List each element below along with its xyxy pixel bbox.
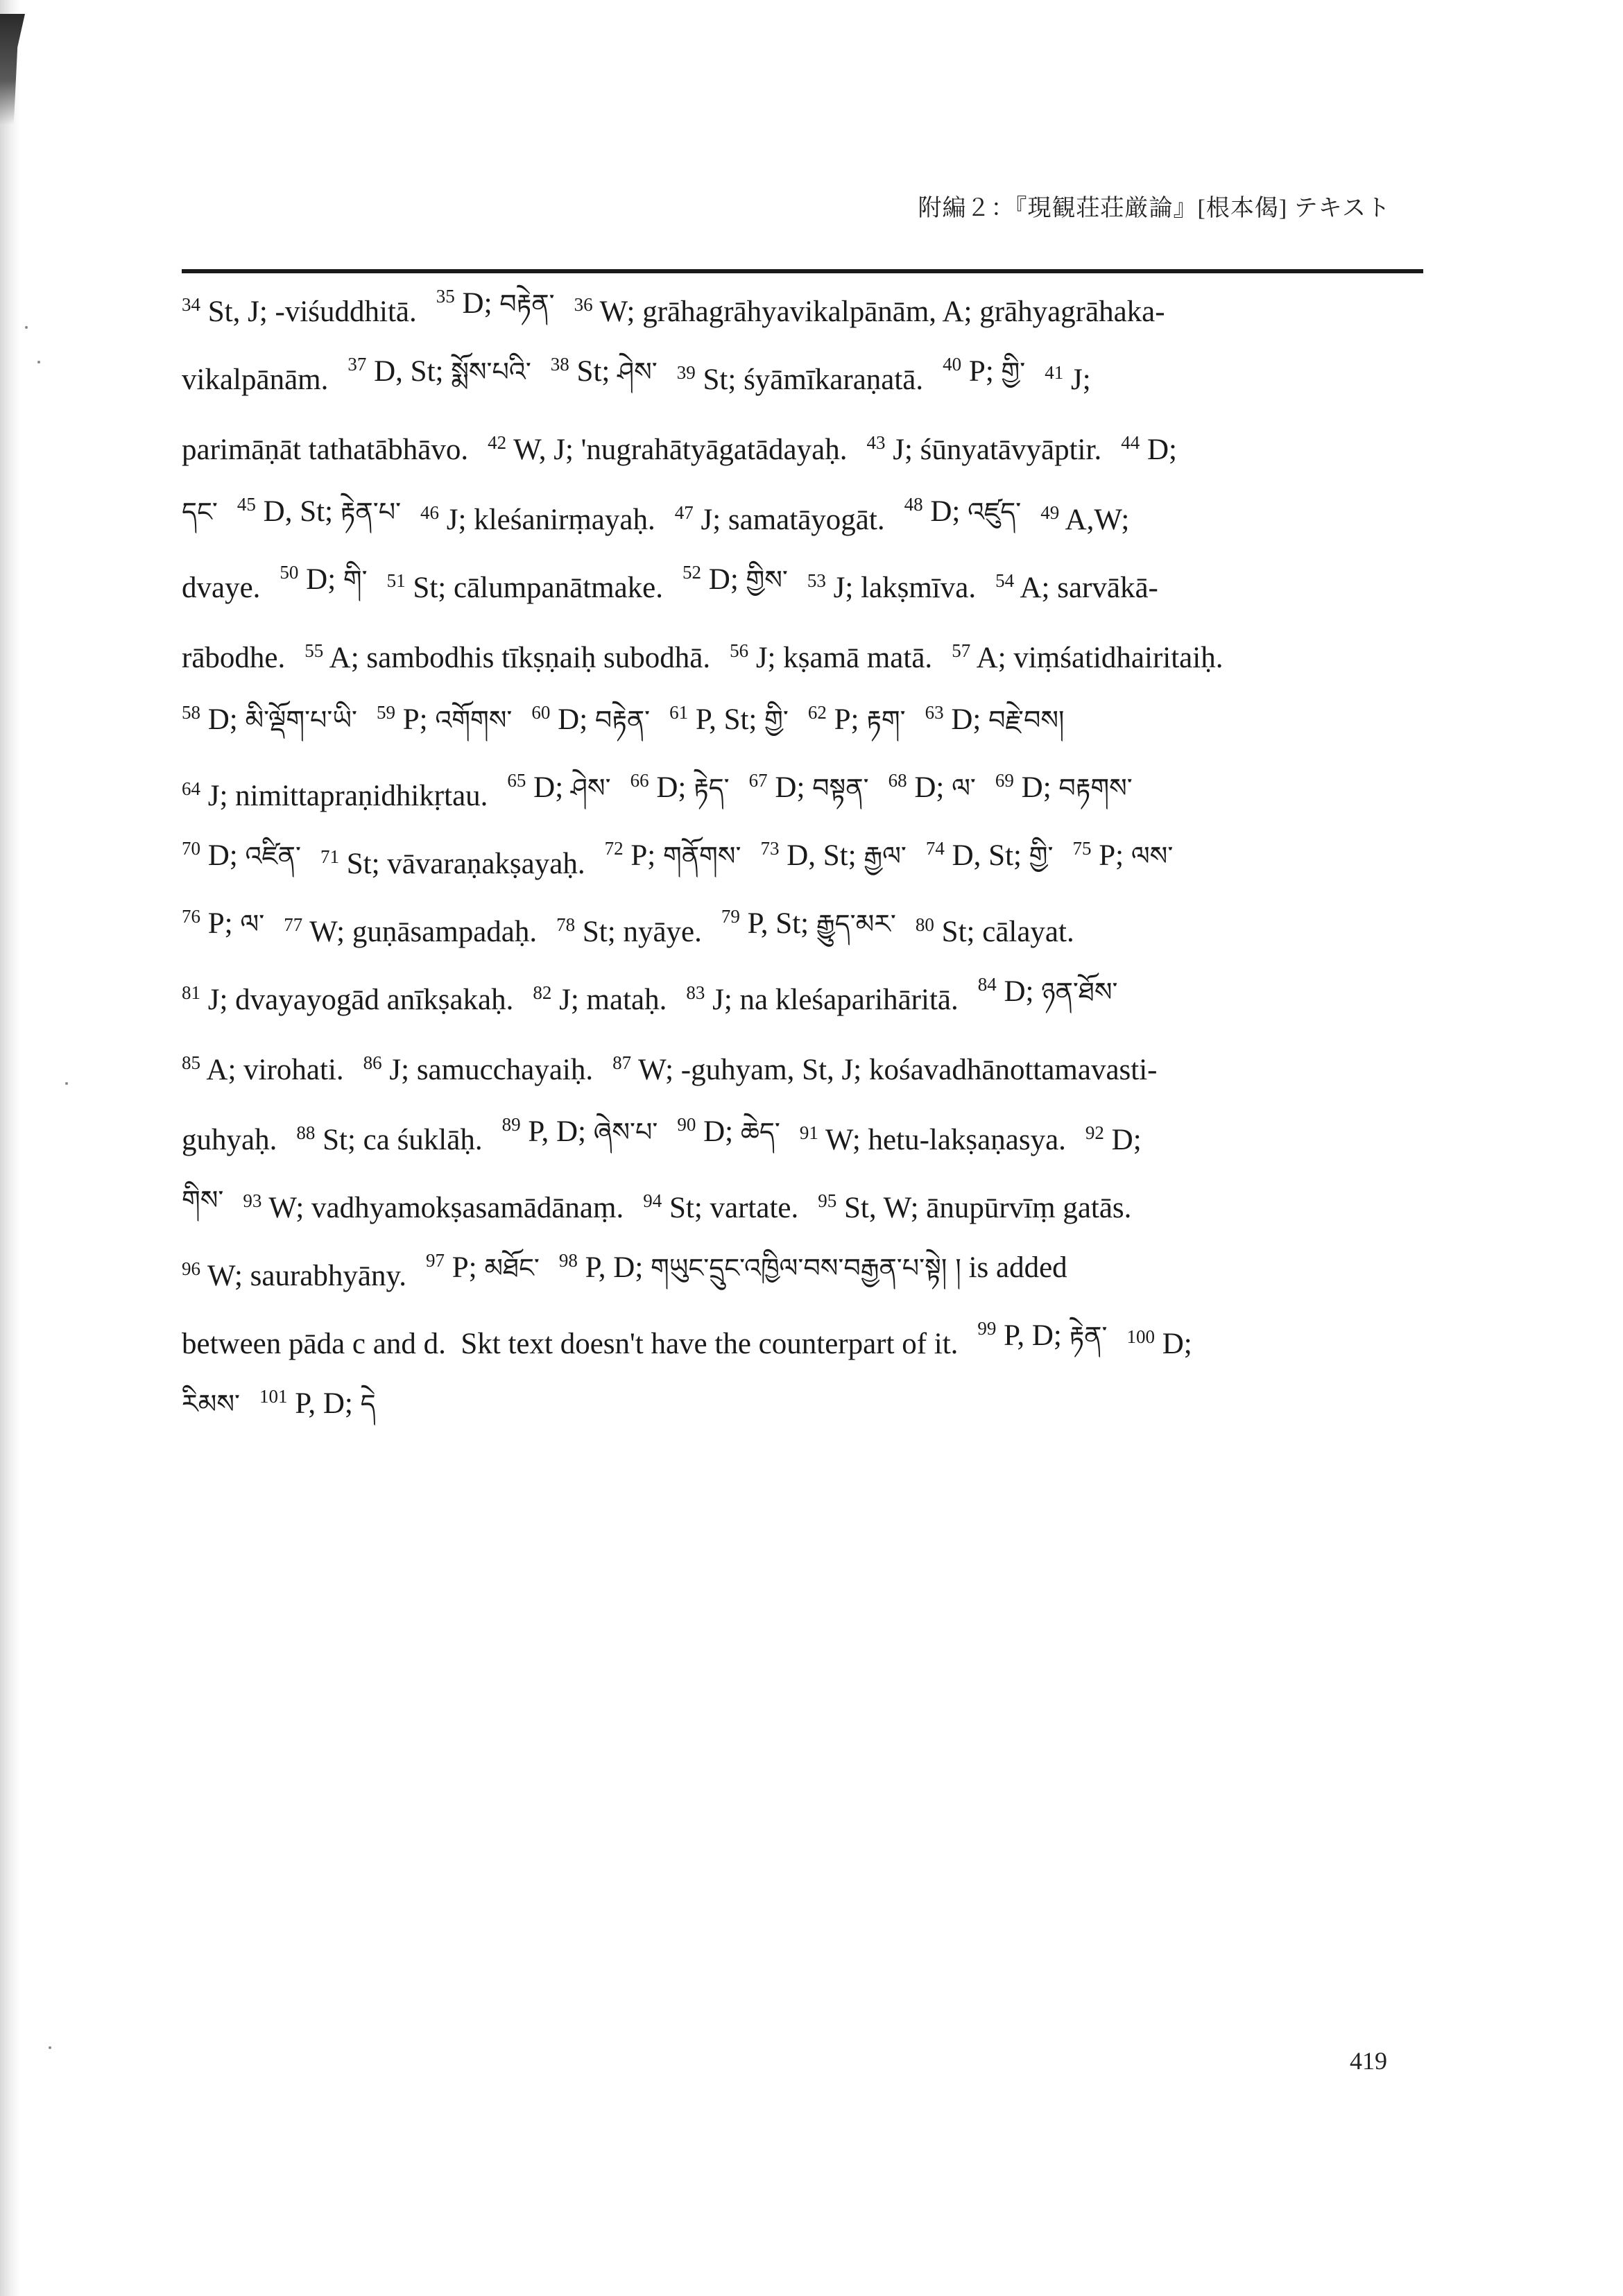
footnote-number: 81: [182, 982, 200, 1003]
tibetan-reading: མཐོང་: [484, 1252, 540, 1283]
variant-reading: J; samucchayaiḥ.: [389, 1053, 594, 1086]
tibetan-reading: མི་ལྡོག་པ་ཡི་: [245, 704, 357, 735]
footnote-entry: [363, 1053, 594, 1087]
variant-note: is added: [961, 1251, 1067, 1284]
footnote-number: 35: [436, 285, 455, 307]
footnote-entry: [182, 571, 260, 605]
variant-reading: J; śūnyatāvyāptir.: [893, 433, 1102, 466]
footnote-block: [182, 277, 1409, 1446]
tibetan-reading: རྟེན་: [1069, 1320, 1108, 1351]
tibetan-reading: ཆེད་: [740, 1116, 780, 1147]
tibetan-reading: བསྟན་: [812, 772, 869, 803]
footnote-number: 99: [977, 1317, 997, 1339]
footnote-entry: [952, 641, 1223, 675]
footnote-entry: [182, 433, 468, 467]
footnote-entry: [531, 691, 650, 765]
footnote-number: 36: [574, 293, 593, 315]
variant-reading: D;: [207, 839, 246, 872]
footnote-number: 88: [296, 1122, 316, 1143]
tibetan-reading: ཉན་ཐོས་: [1041, 976, 1118, 1007]
footnote-line: [182, 1378, 1409, 1446]
footnote-number: 90: [677, 1113, 696, 1135]
footnote-number: 94: [643, 1190, 662, 1211]
footnote-number: 93: [243, 1190, 262, 1211]
tibetan-reading: ལ་: [952, 772, 976, 803]
footnote-entry: [888, 759, 976, 833]
footnote-line: [182, 413, 1409, 486]
footnote-line: [182, 345, 1409, 413]
variant-reading: J; dvayayogād anīkṣakaḥ.: [207, 983, 514, 1016]
footnote-entry: [182, 827, 301, 901]
footnote-entry: [284, 915, 537, 949]
footnote-entry: [182, 1053, 344, 1087]
footnote-number: 69: [995, 769, 1014, 791]
tibetan-reading: རྒྱལ་: [864, 840, 907, 871]
tibetan-reading: དེ: [360, 1388, 376, 1419]
footnote-entry: [807, 571, 976, 605]
footnote-number: 95: [818, 1190, 837, 1211]
footnote-line: [182, 622, 1409, 694]
tibetan-reading: གི་: [343, 564, 368, 595]
footnote-entry: [675, 503, 885, 537]
variant-reading: J; kleśanirṃayaḥ.: [446, 503, 655, 536]
footnote-number: 78: [556, 914, 576, 935]
variant-reading: P;: [630, 839, 663, 872]
footnote-number: 70: [182, 837, 200, 859]
footnote-line: [182, 1106, 1409, 1174]
variant-reading: D, St;: [263, 495, 341, 528]
variant-reading: D;: [1111, 1123, 1142, 1156]
footnote-number: 91: [799, 1122, 818, 1143]
variant-reading: P;: [402, 703, 436, 736]
footnote-line: [182, 486, 1409, 554]
footnote-number: 64: [182, 778, 200, 799]
footnote-entry: [605, 827, 741, 901]
footnote-entry: [182, 1259, 406, 1293]
footnote-entry: [304, 641, 710, 675]
variant-reading: D;: [703, 1115, 741, 1148]
footnote-entry: [730, 641, 932, 675]
footnote-number: 60: [531, 701, 551, 723]
footnote-entry: [296, 1123, 482, 1157]
footnote-number: 68: [888, 769, 907, 791]
footnote-number: 46: [420, 502, 440, 523]
footnote-line: [182, 966, 1409, 1034]
footnote-entry: [677, 1103, 780, 1177]
tibetan-reading: རྟེན་པ་: [340, 496, 402, 527]
footnote-entry: [182, 895, 264, 969]
footnote-entry: [377, 691, 512, 765]
footnote-number: 79: [721, 905, 740, 927]
footnote-entry: [1121, 433, 1177, 467]
footnote-number: 39: [676, 361, 696, 383]
running-head: 附編２：『現観荘荘厳論』[根本偈] テキスト: [918, 196, 1391, 221]
footnote-number: 45: [237, 493, 256, 515]
variant-reading: D;: [558, 703, 595, 736]
footnote-number: 72: [604, 837, 624, 859]
variant-reading: rābodhe.: [182, 641, 286, 674]
variant-reading: P;: [968, 354, 1002, 388]
variant-reading: D;: [207, 703, 246, 736]
tibetan-reading: འཛུད་: [968, 496, 1022, 527]
tibetan-reading: འཛིན་: [245, 840, 301, 871]
footnote-number: 43: [866, 431, 886, 453]
footnote-number: 82: [533, 982, 552, 1003]
variant-reading: P, D;: [295, 1387, 361, 1420]
variant-reading: A; viṃśatidhairitaiḥ.: [976, 641, 1223, 674]
tibetan-reading: ཤེས་: [570, 772, 611, 803]
scan-speck: [49, 2046, 51, 2049]
footnote-entry: [682, 551, 788, 625]
footnote-entry: [1045, 363, 1090, 397]
footnote-number: 75: [1072, 837, 1092, 859]
variant-reading: A; sambodhis tīkṣṇaiḥ subodhā.: [329, 641, 711, 674]
footnote-number: 101: [259, 1385, 288, 1407]
variant-reading: P, D;: [585, 1251, 651, 1284]
footnote-entry: [182, 1123, 277, 1157]
footnote-line: [182, 1242, 1409, 1310]
footnote-number: 84: [977, 973, 997, 995]
footnote-entry: [502, 1103, 658, 1177]
footnote-entry: [1085, 1123, 1142, 1157]
footnote-number: 76: [182, 905, 200, 927]
footnote-entry: [904, 483, 1022, 557]
footnote-line: [182, 1174, 1409, 1242]
variant-reading: D, St;: [374, 354, 452, 388]
tibetan-reading: བརྗེ་བས།: [988, 704, 1065, 735]
footnote-line: [182, 830, 1409, 898]
footnote-entry: [488, 433, 847, 467]
footnote-number: 55: [304, 640, 324, 661]
footnote-entry: [182, 363, 328, 397]
tibetan-reading: གཡུང་དྲུང་འཁྱིལ་བས་བརྒྱན་པ་སྟེ། །: [651, 1252, 961, 1283]
variant-reading: W; hetu-lakṣaṇasya.: [825, 1123, 1066, 1156]
variant-reading: St; cālumpanātmake.: [413, 571, 664, 604]
footnote-entry: [533, 983, 667, 1017]
footnote-number: 67: [748, 769, 768, 791]
footnote-number: 54: [995, 569, 1015, 591]
footnote-number: 97: [425, 1249, 445, 1271]
tibetan-reading: རྟེད་: [694, 772, 730, 803]
scan-edge-shadow: [0, 0, 21, 2296]
footnote-number: 47: [674, 502, 694, 523]
footnote-entry: [182, 691, 357, 765]
tibetan-reading: གནོགས་: [662, 840, 741, 871]
variant-reading: J; kṣamā matā.: [755, 641, 933, 674]
variant-reading: P;: [452, 1251, 485, 1284]
footnote-entry: [420, 503, 655, 537]
variant-reading: J; lakṣmīva.: [833, 571, 977, 604]
variant-reading: W, J; 'nugrahātyāgatādayaḥ.: [513, 433, 848, 466]
footnote-number: 71: [320, 846, 339, 867]
footnote-line: [182, 1034, 1409, 1106]
tibetan-reading: གྱི་: [1029, 840, 1054, 871]
footnote-number: 83: [686, 982, 705, 1003]
variant-reading: J; samatāyogāt.: [701, 503, 885, 536]
variant-reading: guhyaḥ.: [182, 1123, 277, 1156]
footnote-entry: [677, 363, 923, 397]
tibetan-reading: ལ་: [240, 908, 265, 939]
footnote-line: [182, 554, 1409, 622]
footnote-number: 41: [1045, 361, 1064, 383]
footnote-number: 51: [386, 569, 406, 591]
tibetan-reading: བརྟེན་: [499, 288, 555, 319]
footnote-line: [182, 277, 1409, 345]
footnote-entry: [182, 1327, 958, 1361]
tibetan-reading: རྒྱུད་མར་: [816, 908, 896, 939]
footnote-entry: [866, 433, 1101, 467]
footnote-entry: [551, 343, 658, 417]
variant-reading: P, D;: [528, 1115, 594, 1148]
footnote-entry: [1040, 503, 1129, 537]
tibetan-reading: གིས་: [182, 1184, 224, 1215]
footnote-entry: [426, 1239, 540, 1313]
variant-reading: St, W; ānupūrvīṃ gatās.: [844, 1191, 1132, 1224]
variant-reading: D;: [462, 286, 500, 320]
footnote-entry: [760, 827, 906, 901]
variant-reading: St; ca śuklāḥ.: [323, 1123, 483, 1156]
variant-reading: St; cālayat.: [941, 915, 1074, 948]
footnote-number: 65: [507, 769, 526, 791]
variant-reading: P, St;: [695, 703, 765, 736]
variant-reading: D, St;: [787, 839, 864, 872]
footnote-entry: [182, 483, 218, 557]
variant-reading: dvaye.: [182, 571, 261, 604]
variant-reading: D, St;: [952, 839, 1029, 872]
variant-reading: P;: [834, 703, 867, 736]
variant-reading: St, J; -viśuddhitā.: [207, 295, 417, 328]
variant-reading: J; mataḥ.: [559, 983, 667, 1016]
footnote-entry: [978, 963, 1118, 1037]
footnote-entry: [995, 571, 1158, 605]
footnote-entry: [669, 691, 789, 765]
footnote-entry: [347, 343, 531, 417]
footnote-entry: [925, 691, 1065, 765]
variant-reading: A,W;: [1065, 503, 1130, 536]
footnote-number: 42: [488, 431, 507, 453]
variant-reading: between pāda c and d. Skt text doesn't have the counterpart of it.: [182, 1327, 959, 1360]
footnote-number: 87: [612, 1052, 632, 1073]
footnote-number: 100: [1126, 1326, 1155, 1347]
footnote-number: 77: [284, 914, 303, 935]
tibetan-reading: དང་: [182, 496, 218, 527]
tibetan-reading: ཞེས་པ་: [593, 1116, 658, 1147]
footnote-entry: [749, 759, 869, 833]
footnote-entry: [916, 915, 1074, 949]
tibetan-reading: རྟག་: [866, 704, 906, 735]
variant-reading: D;: [1162, 1327, 1192, 1360]
footnote-number: 86: [363, 1052, 382, 1073]
variant-reading: D;: [306, 563, 343, 596]
footnote-entry: [1072, 827, 1173, 901]
variant-reading: A; sarvākā-: [1020, 571, 1158, 604]
footnote-entry: [943, 343, 1025, 417]
variant-reading: St; vartate.: [669, 1191, 799, 1224]
tibetan-reading: གྱི་: [764, 704, 789, 735]
footnote-number: 40: [943, 353, 962, 375]
footnote-entry: [243, 1191, 624, 1225]
footnote-number: 89: [501, 1113, 521, 1135]
variant-reading: J;: [1071, 363, 1091, 396]
variant-reading: D;: [708, 563, 746, 596]
footnote-entry: [237, 483, 401, 557]
variant-reading: W; vadhyamokṣasamādānaṃ.: [268, 1191, 624, 1224]
variant-reading: D;: [775, 771, 813, 804]
footnote-entry: [556, 915, 702, 949]
footnote-number: 74: [925, 837, 945, 859]
variant-reading: St; nyāye.: [582, 915, 702, 948]
variant-reading: P;: [207, 907, 241, 940]
footnote-number: 73: [760, 837, 780, 859]
footnote-number: 80: [915, 914, 934, 935]
variant-reading: P;: [1099, 839, 1131, 872]
footnote-number: 48: [904, 493, 923, 515]
variant-reading: D;: [533, 771, 571, 804]
tibetan-reading: འགོགས་: [435, 704, 513, 735]
footnote-entry: [436, 275, 555, 349]
scan-speck: [65, 1082, 68, 1085]
footnote-entry: [721, 895, 896, 969]
footnote-number: 63: [925, 701, 944, 723]
scan-speck: [37, 361, 40, 363]
variant-reading: J; na kleśaparihāritā.: [712, 983, 959, 1016]
footnote-number: 96: [182, 1258, 200, 1279]
footnote-entry: [630, 759, 730, 833]
variant-reading: vikalpānām.: [182, 363, 329, 396]
footnote-line: [182, 762, 1409, 830]
variant-reading: P, St;: [747, 907, 816, 940]
variant-reading: J; nimittapraṇidhikṛtau.: [207, 779, 488, 812]
binding-shadow: [0, 14, 25, 125]
footnote-number: 50: [280, 561, 299, 583]
footnote-entry: [808, 691, 906, 765]
footnote-entry: [800, 1123, 1066, 1157]
variant-reading: W; grāhagrāhyavikalpānām, A; grāhyagrāhaka-: [599, 295, 1165, 328]
footnote-number: 56: [730, 640, 749, 661]
footnote-entry: [182, 1375, 240, 1449]
footnote-entry: [280, 551, 367, 625]
footnote-entry: [995, 759, 1133, 833]
variant-reading: D;: [656, 771, 694, 804]
footnote-entry: [320, 847, 585, 881]
footnote-number: 59: [376, 701, 395, 723]
page-number: 419: [1350, 2047, 1387, 2075]
footnote-entry: [977, 1307, 1107, 1381]
variant-reading: St; vāvaraṇakṣayaḥ.: [346, 847, 585, 880]
tibetan-reading: ཤེས་: [617, 356, 658, 387]
footnote-entry: [686, 983, 958, 1017]
footnote-entry: [182, 983, 513, 1017]
variant-reading: D;: [930, 495, 968, 528]
footnote-number: 38: [550, 353, 569, 375]
footnote-number: 92: [1085, 1122, 1104, 1143]
footnote-entry: [574, 295, 1165, 329]
footnote-number: 85: [182, 1052, 200, 1073]
variant-reading: D;: [914, 771, 952, 804]
footnote-number: 58: [182, 701, 200, 723]
footnote-entry: [182, 779, 488, 813]
variant-reading: P, D;: [1004, 1319, 1070, 1352]
variant-reading: W; -guhyam, St, J; kośavadhānottamavasti-: [638, 1053, 1158, 1086]
footnote-entry: [643, 1191, 798, 1225]
footnote-number: 98: [558, 1249, 578, 1271]
footnote-line: [182, 1310, 1409, 1378]
variant-reading: A; virohati.: [206, 1053, 344, 1086]
footnote-entry: [612, 1053, 1157, 1087]
tibetan-reading: བརྟེན་: [594, 704, 651, 735]
variant-reading: D;: [951, 703, 989, 736]
footnote-number: 34: [182, 293, 200, 315]
variant-reading: D;: [1004, 975, 1042, 1008]
footnote-number: 57: [952, 640, 971, 661]
footnote-number: 53: [807, 569, 826, 591]
footnote-entry: [818, 1191, 1131, 1225]
variant-reading: St;: [576, 354, 618, 388]
footnote-entry: [926, 827, 1054, 901]
variant-reading: D;: [1021, 771, 1059, 804]
footnote-number: 44: [1121, 431, 1140, 453]
header-rule: [182, 269, 1423, 273]
footnote-entry: [182, 295, 417, 329]
variant-reading: W; guṇāsampadaḥ.: [309, 915, 538, 948]
tibetan-reading: བརྟགས་: [1058, 772, 1133, 803]
footnote-number: 66: [630, 769, 649, 791]
footnote-line: [182, 694, 1409, 762]
footnote-entry: [259, 1375, 376, 1449]
tibetan-reading: སྨོས་པའི་: [451, 356, 531, 387]
variant-reading: St; śyāmīkaraṇatā.: [703, 363, 924, 396]
tibetan-reading: གྱི་: [1001, 356, 1026, 387]
footnote-entry: [507, 759, 610, 833]
footnote-number: 37: [347, 353, 367, 375]
tibetan-reading: རིམས་: [182, 1388, 240, 1419]
footnote-number: 52: [682, 561, 702, 583]
footnote-entry: [387, 571, 663, 605]
footnote-line: [182, 898, 1409, 966]
scan-speck: [25, 326, 28, 329]
variant-reading: parimāṇāt tathatābhāvo.: [182, 433, 469, 466]
footnote-number: 61: [669, 701, 689, 723]
footnote-number: 62: [807, 701, 827, 723]
footnote-entry: [559, 1239, 1067, 1313]
variant-reading: W; saurabhyāny.: [207, 1259, 406, 1292]
footnote-entry: [1127, 1327, 1192, 1361]
footnote-entry: [182, 641, 285, 675]
variant-reading: D;: [1147, 433, 1177, 466]
footnote-entry: [182, 1171, 223, 1245]
tibetan-reading: ལས་: [1131, 840, 1174, 871]
tibetan-reading: གྱིས་: [746, 564, 788, 595]
footnote-number: 49: [1040, 502, 1060, 523]
